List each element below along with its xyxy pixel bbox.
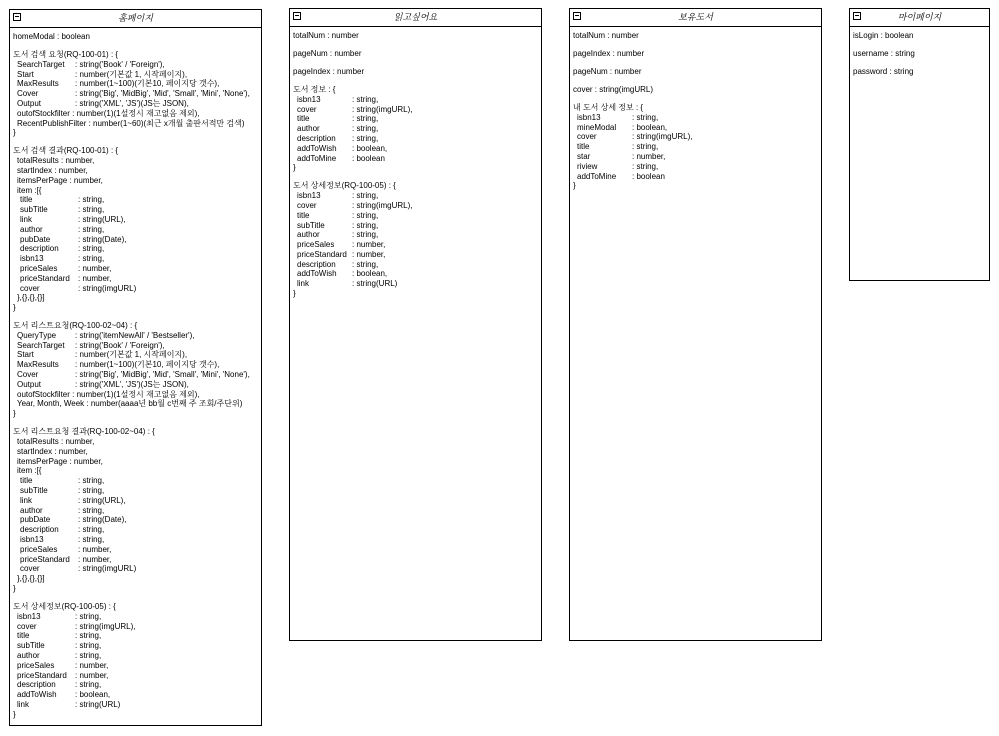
attribute-type: : string,	[632, 112, 659, 122]
attribute-row	[13, 525, 258, 535]
attribute-section	[853, 31, 986, 41]
attribute-type: : string(Date),	[78, 515, 127, 525]
attribute-row	[13, 486, 258, 496]
attribute-key: star	[577, 151, 591, 161]
attribute-key: link	[297, 279, 310, 289]
attribute-type: : string('XML', 'JS')(JS는 JSON),	[75, 98, 189, 108]
attribute-key: pubDate	[20, 234, 51, 244]
attribute-row	[293, 230, 538, 240]
attribute-key: title	[297, 114, 310, 124]
attribute-key: QueryType	[17, 330, 57, 340]
attribute-type: : boolean	[352, 153, 385, 163]
attribute-type: : string(URL)	[352, 279, 398, 289]
attribute-row	[13, 641, 258, 651]
panel-body	[10, 28, 261, 732]
attribute-key: priceSales	[20, 544, 58, 554]
attribute-key: link	[20, 495, 33, 505]
attribute-line: }	[573, 181, 576, 191]
collapse-icon[interactable]	[13, 13, 21, 21]
attribute-row	[293, 211, 538, 221]
attribute-key: description	[17, 680, 56, 690]
attribute-row	[293, 201, 538, 211]
attribute-line: homeModal : boolean	[13, 32, 90, 41]
attribute-line: }	[13, 128, 16, 138]
attribute-row	[573, 123, 818, 133]
attribute-type: : string('Big', 'MidBig', 'Mid', 'Small', 'Mini', 'None'),	[75, 89, 250, 99]
attribute-type: : number,	[75, 670, 109, 680]
attribute-line: 도서 검색 요청(RQ-100-01) : {	[13, 49, 119, 59]
attribute-type: : number(1~100)(기본10, 페이지당 갯수),	[75, 79, 220, 89]
attribute-line: }	[13, 709, 16, 719]
attribute-type: : string,	[78, 525, 105, 535]
attribute-type: : string(imgURL)	[78, 564, 137, 574]
attribute-row	[13, 476, 258, 486]
attribute-section	[853, 49, 986, 59]
attribute-key: cover	[577, 132, 597, 142]
attribute-key: isbn13	[20, 254, 44, 264]
attribute-section	[13, 321, 258, 419]
attribute-type: : number(1~100)(기본10, 페이지당 갯수),	[75, 360, 220, 370]
attribute-type: : boolean	[632, 171, 665, 181]
attribute-row	[13, 350, 258, 360]
attribute-row	[13, 671, 258, 681]
attribute-key: cover	[297, 200, 317, 210]
attribute-key: Output	[17, 98, 42, 108]
collapse-icon[interactable]	[853, 12, 861, 20]
attribute-row	[13, 700, 258, 710]
attribute-type: : number(기본값 1, 시작페이지),	[75, 350, 188, 360]
attribute-key: addToWish	[17, 690, 57, 700]
attribute-row	[13, 244, 258, 254]
attribute-line: }	[13, 303, 16, 313]
attribute-type: : number,	[78, 544, 112, 554]
attribute-type: : string(Date),	[78, 234, 127, 244]
attribute-key: cover	[20, 283, 40, 293]
attribute-row	[293, 279, 538, 289]
attribute-section	[293, 31, 538, 41]
attribute-line: 도서 정보 : {	[293, 84, 336, 94]
attribute-key: SearchTarget	[17, 59, 65, 69]
attribute-line: outofStockfilter : number(1)(1설정시 재고없음 제외),	[17, 389, 200, 399]
attribute-key: MaxResults	[17, 360, 59, 370]
attribute-type: : boolean,	[352, 269, 388, 279]
attribute-key: priceStandard	[17, 670, 67, 680]
attribute-row	[573, 132, 818, 142]
attribute-key: description	[20, 244, 59, 254]
attribute-row	[13, 99, 258, 109]
attribute-row	[13, 380, 258, 390]
attribute-line: },{},{},{}]	[17, 293, 45, 303]
attribute-type: : string,	[352, 133, 379, 143]
attribute-type: : number(기본값 1, 시작페이지),	[75, 69, 188, 79]
attribute-type: : boolean,	[352, 143, 388, 153]
attribute-row	[293, 105, 538, 115]
attribute-type: : string(URL),	[78, 495, 126, 505]
attribute-section	[13, 50, 258, 138]
attribute-row	[13, 564, 258, 574]
attribute-key: title	[297, 210, 310, 220]
attribute-line: 도서 검색 결과(RQ-100-01) : {	[13, 146, 119, 156]
attribute-line: pageNum : number	[573, 66, 642, 76]
attribute-section	[853, 67, 986, 77]
attribute-type: : string,	[78, 195, 105, 205]
attribute-row	[13, 680, 258, 690]
attribute-key: addToWish	[297, 143, 337, 153]
attribute-line: }	[13, 409, 16, 419]
collapse-icon[interactable]	[293, 12, 301, 20]
attribute-key: author	[17, 650, 40, 660]
attribute-type: : boolean,	[632, 122, 668, 132]
attribute-key: isbn13	[20, 535, 44, 544]
attribute-type: : string('Book' / 'Foreign'),	[75, 340, 165, 350]
attribute-type: : string,	[632, 142, 659, 152]
attribute-row	[13, 496, 258, 506]
attribute-line: pageNum : number	[293, 48, 362, 58]
attribute-key: priceStandard	[20, 273, 70, 283]
attribute-type: : number,	[78, 554, 112, 564]
attribute-row	[13, 331, 258, 341]
attribute-key: subTitle	[20, 486, 48, 496]
attribute-key: link	[17, 699, 30, 709]
attribute-line: 도서 상세정보(RQ-100-05) : {	[13, 601, 116, 611]
attribute-row	[13, 215, 258, 225]
attribute-key: SearchTarget	[17, 340, 65, 350]
attribute-type: : number,	[632, 151, 666, 161]
attribute-row	[293, 144, 538, 154]
attribute-line: Year, Month, Week : number(aaaa년 bb월 c번째 주 조회/주단위)	[17, 399, 243, 409]
attribute-section	[293, 67, 538, 77]
attribute-row	[293, 95, 538, 105]
attribute-type: : string(imgURL),	[352, 104, 413, 114]
attribute-row	[13, 235, 258, 245]
attribute-type: : string,	[78, 486, 105, 496]
attribute-row	[13, 370, 258, 380]
attribute-row	[293, 250, 538, 260]
attribute-row	[13, 690, 258, 700]
attribute-row	[293, 154, 538, 164]
attribute-line: 도서 상세정보(RQ-100-05) : {	[293, 181, 396, 191]
panel-header[interactable]	[290, 9, 541, 27]
attribute-row	[13, 205, 258, 215]
attribute-row	[13, 612, 258, 622]
attribute-type: : string,	[78, 254, 105, 264]
panel-header[interactable]	[10, 10, 261, 28]
attribute-row	[573, 152, 818, 162]
attribute-type: : number,	[78, 273, 112, 283]
attribute-row	[573, 172, 818, 182]
collapse-icon[interactable]	[573, 12, 581, 20]
attribute-key: author	[297, 124, 320, 134]
attribute-section	[293, 85, 538, 173]
attribute-key: Start	[17, 350, 34, 360]
attribute-section	[13, 427, 258, 594]
attribute-line: startIndex : number,	[17, 446, 88, 456]
attribute-section	[573, 31, 818, 41]
attribute-key: addToMine	[577, 171, 617, 181]
attribute-key: priceSales	[17, 660, 55, 670]
attribute-section	[573, 49, 818, 59]
attribute-section	[13, 602, 258, 720]
panel-header[interactable]	[850, 9, 989, 27]
attribute-row	[13, 89, 258, 99]
attribute-type: : string,	[75, 631, 102, 641]
attribute-line: item :[{	[17, 185, 42, 195]
attribute-type: : string(imgURL),	[632, 132, 693, 142]
attribute-type: : number,	[352, 249, 386, 259]
attribute-type: : string(imgURL)	[78, 283, 137, 293]
panel-header[interactable]	[570, 9, 821, 27]
attribute-line: totalNum : number	[573, 31, 639, 40]
attribute-key: priceStandard	[20, 554, 70, 564]
attribute-type: : string('XML', 'JS')(JS는 JSON),	[75, 379, 189, 389]
attribute-type: : string('itemNewAll' / 'Bestseller'),	[75, 330, 195, 340]
attribute-line: item :[{	[17, 466, 42, 476]
attribute-type: : string,	[75, 641, 102, 651]
attribute-section	[573, 67, 818, 77]
attribute-type: : string,	[632, 161, 659, 171]
attribute-key: cover	[297, 104, 317, 114]
attribute-section	[573, 85, 818, 95]
attribute-key: Start	[17, 69, 34, 79]
panel-body	[570, 27, 821, 203]
attribute-key: pubDate	[20, 515, 51, 525]
attribute-type: : string,	[78, 224, 105, 234]
panel-title: 홈페이지	[118, 13, 153, 23]
attribute-key: description	[297, 259, 336, 269]
attribute-row	[293, 124, 538, 134]
attribute-type: : string(imgURL),	[75, 621, 136, 631]
attribute-type: : string,	[352, 114, 379, 124]
attribute-key: author	[20, 505, 43, 515]
attribute-type: : number,	[78, 263, 112, 273]
attribute-line: isLogin : boolean	[853, 31, 914, 40]
attribute-type: : string,	[78, 505, 105, 515]
attribute-row	[13, 651, 258, 661]
attribute-row	[293, 240, 538, 250]
attribute-row	[13, 254, 258, 264]
attribute-key: title	[577, 142, 590, 152]
attribute-key: isbn13	[297, 94, 321, 104]
attribute-type: : string,	[75, 611, 102, 621]
attribute-line: }	[293, 289, 296, 299]
attribute-key: subTitle	[20, 205, 48, 215]
attribute-type: : string(URL),	[78, 214, 126, 224]
attribute-row	[13, 360, 258, 370]
panel-title: 보유도서	[678, 12, 713, 22]
attribute-row	[13, 555, 258, 565]
attribute-type: : string,	[352, 230, 379, 240]
attribute-key: isbn13	[297, 191, 321, 201]
attribute-row	[13, 515, 258, 525]
attribute-type: : string(imgURL),	[352, 200, 413, 210]
attribute-row	[13, 631, 258, 641]
attribute-row	[13, 506, 258, 516]
attribute-key: cover	[17, 621, 37, 631]
attribute-type: : string,	[75, 650, 102, 660]
attribute-line: cover : string(imgURL)	[573, 84, 654, 94]
attribute-line: startIndex : number,	[17, 165, 88, 175]
attribute-key: description	[297, 133, 336, 143]
attribute-type: : number,	[75, 660, 109, 670]
attribute-row	[13, 341, 258, 351]
attribute-line: totalResults : number,	[17, 156, 95, 166]
attribute-type: : string,	[352, 94, 379, 104]
attribute-type: : string,	[352, 210, 379, 220]
attribute-type: : string,	[78, 476, 105, 486]
attribute-line: 내 도서 상세 정보 : {	[573, 102, 644, 112]
attribute-row	[13, 225, 258, 235]
attribute-key: addToWish	[297, 269, 337, 279]
attribute-key: description	[20, 525, 59, 535]
attribute-row	[573, 113, 818, 123]
panel-mypage[interactable]	[849, 8, 990, 281]
attribute-key: Cover	[17, 89, 39, 99]
attribute-section	[293, 49, 538, 59]
attribute-line: }	[293, 163, 296, 173]
attribute-row	[293, 134, 538, 144]
attribute-row	[13, 545, 258, 555]
attribute-line: pageIndex : number	[573, 48, 645, 58]
panel-body	[850, 27, 989, 89]
attribute-line: totalNum : number	[293, 31, 359, 40]
attribute-key: addToMine	[297, 153, 337, 163]
attribute-section	[13, 146, 258, 313]
attribute-row	[13, 622, 258, 632]
attribute-section	[573, 103, 818, 191]
attribute-type: : boolean,	[75, 690, 111, 700]
attribute-row	[13, 284, 258, 294]
panel-title: 마이페이지	[897, 12, 942, 22]
attribute-line: itemsPerPage : number,	[17, 456, 103, 466]
attribute-row	[13, 195, 258, 205]
attribute-row	[293, 191, 538, 201]
attribute-line: itemsPerPage : number,	[17, 175, 103, 185]
attribute-key: priceSales	[297, 240, 335, 250]
attribute-type: : string,	[78, 205, 105, 215]
attribute-key: author	[20, 224, 43, 234]
attribute-line: password : string	[853, 66, 914, 76]
attribute-type: : string,	[352, 220, 379, 230]
attribute-line: totalResults : number,	[17, 437, 95, 447]
attribute-row	[13, 274, 258, 284]
attribute-row	[573, 162, 818, 172]
attribute-type: : number,	[352, 240, 386, 250]
attribute-line: username : string	[853, 48, 915, 58]
panel-want-to-read[interactable]	[289, 8, 542, 641]
attribute-key: title	[20, 476, 33, 486]
attribute-row	[573, 142, 818, 152]
attribute-line: RecentPublishFilter : number(1~60)(최근 x개월 출판서적만 검색)	[17, 118, 245, 128]
attribute-type: : string,	[352, 259, 379, 269]
attribute-key: author	[297, 230, 320, 240]
attribute-row	[13, 535, 258, 545]
attribute-row	[293, 260, 538, 270]
attribute-type: : string,	[352, 124, 379, 134]
attribute-key: cover	[20, 564, 40, 574]
attribute-key: title	[20, 195, 33, 205]
attribute-section	[293, 181, 538, 299]
attribute-key: priceStandard	[297, 249, 347, 259]
attribute-row	[13, 60, 258, 70]
attribute-key: mineModal	[577, 122, 617, 132]
attribute-type: : string(URL)	[75, 699, 121, 709]
attribute-line: }	[13, 583, 16, 593]
attribute-line: pageIndex : number	[293, 66, 365, 76]
attribute-type: : string('Big', 'MidBig', 'Mid', 'Small', 'Mini', 'None'),	[75, 370, 250, 380]
panel-body	[290, 27, 541, 311]
attribute-line: outofStockfilter : number(1)(1설정시 재고없음 제외),	[17, 108, 200, 118]
attribute-key: riview	[577, 161, 598, 171]
attribute-row	[13, 264, 258, 274]
attribute-type: : string,	[78, 244, 105, 254]
attribute-line: 도서 리스트요청 결과(RQ-100-02~04) : {	[13, 427, 155, 437]
panel-homepage[interactable]	[9, 9, 262, 726]
attribute-line: },{},{},{}]	[17, 574, 45, 584]
attribute-key: subTitle	[297, 220, 325, 230]
panel-title: 읽고싶어요	[393, 12, 438, 22]
attribute-row	[13, 661, 258, 671]
attribute-key: priceSales	[20, 263, 58, 273]
attribute-row	[13, 79, 258, 89]
attribute-type: : string('Book' / 'Foreign'),	[75, 59, 165, 69]
attribute-key: MaxResults	[17, 79, 59, 89]
attribute-type: : string,	[75, 680, 102, 690]
panel-owned-books[interactable]	[569, 8, 822, 641]
attribute-row	[13, 70, 258, 80]
attribute-type: : string,	[78, 535, 105, 544]
attribute-key: link	[20, 214, 33, 224]
attribute-key: title	[17, 631, 30, 641]
attribute-section	[13, 32, 258, 42]
attribute-key: isbn13	[17, 611, 41, 621]
attribute-key: Cover	[17, 370, 39, 380]
attribute-row	[293, 269, 538, 279]
attribute-key: subTitle	[17, 641, 45, 651]
attribute-line: 도서 리스트요청(RQ-100-02~04) : {	[13, 321, 138, 331]
attribute-row	[293, 114, 538, 124]
attribute-key: isbn13	[577, 112, 601, 122]
attribute-row	[293, 221, 538, 231]
attribute-key: Output	[17, 379, 42, 389]
attribute-type: : string,	[352, 191, 379, 201]
